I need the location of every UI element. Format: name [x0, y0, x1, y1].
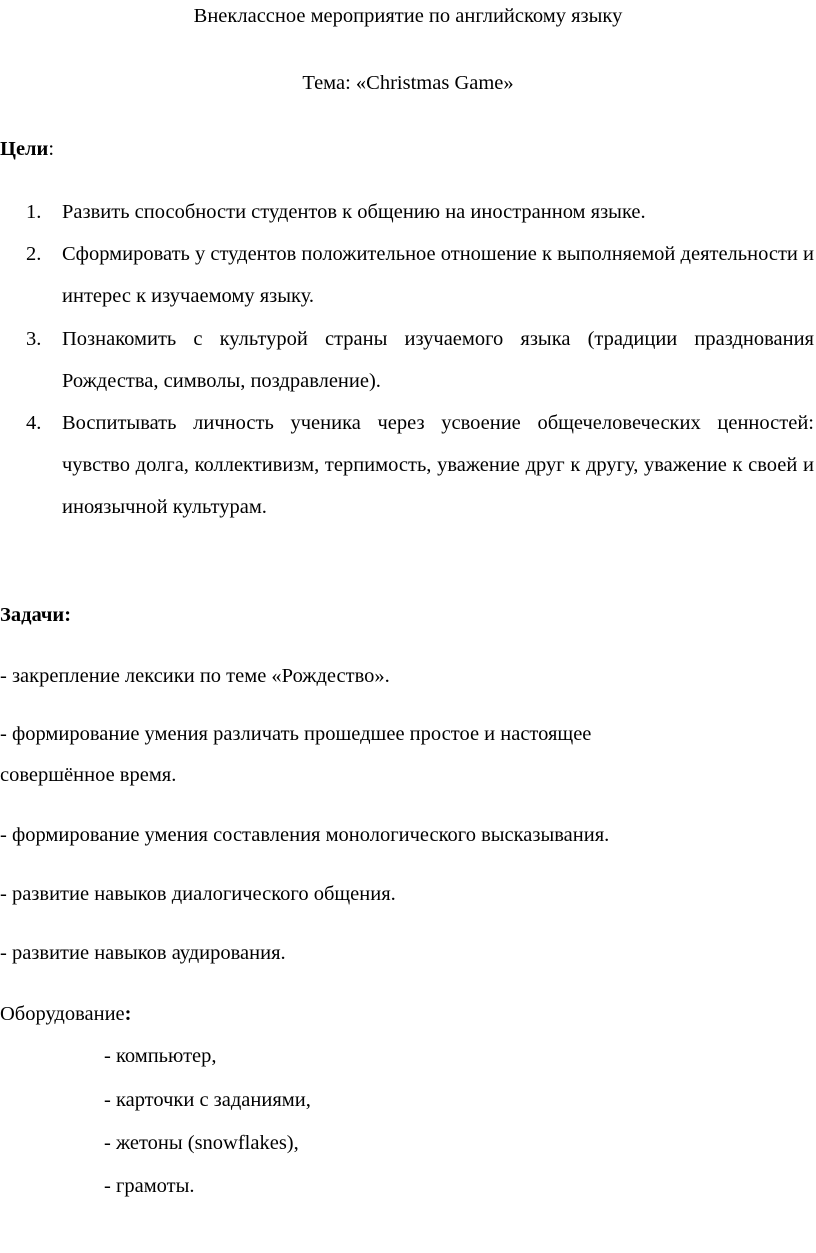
goals-heading	[0, 136, 54, 162]
equipment-item: - компьютер,	[104, 1045, 217, 1067]
document-title: Внеклассное мероприятие по английскому языку	[193, 5, 623, 27]
task-item: - развитие навыков аудирования.	[0, 942, 286, 964]
document-topic: Тема: «Christmas Game»	[302, 72, 514, 94]
equipment-item: - карточки с заданиями,	[104, 1089, 311, 1111]
goal-number: 2.	[26, 243, 42, 265]
equipment-item: - грамоты.	[104, 1175, 195, 1197]
goal-number: 1.	[26, 201, 42, 223]
tasks-heading: Задачи:	[0, 604, 72, 626]
equipment-item: - жетоны (snowflakes),	[104, 1132, 299, 1154]
task-item: - закрепление лексики по теме «Рождество».	[0, 665, 390, 687]
task-item: - развитие навыков диалогического общения.	[0, 883, 396, 905]
equipment-heading-colon: :	[124, 1003, 132, 1025]
task-item: совершённое время.	[0, 764, 177, 786]
goals-heading-colon: :	[48, 138, 55, 160]
goal-text: Воспитывать личность ученика через усвоение общечеловеческих ценностей: чувство долга, коллективизм, терпимость, уважение друг к другу, уважение к своей и иноязычной культурам.	[62, 412, 814, 518]
task-item: - формирование умения составления монологического высказывания.	[0, 824, 610, 846]
goals-heading-text: Цели	[0, 138, 49, 160]
goal-text: Сформировать у студентов положительное отношение к выполняемой деятельности и интерес к изучаемому языку.	[62, 243, 814, 307]
goal-text: Развить способности студентов к общению на иностранном языке.	[62, 201, 646, 223]
equipment-heading	[0, 1001, 131, 1027]
equipment-heading-text: Оборудование	[0, 1003, 125, 1025]
goal-number: 4.	[26, 412, 42, 434]
task-item: - формирование умения различать прошедшее простое и настоящее	[0, 723, 592, 745]
goal-text: Познакомить с культурой страны изучаемого языка (традиции празднования Рождества, символы, поздравление).	[62, 328, 814, 392]
goal-number: 3.	[26, 328, 42, 350]
